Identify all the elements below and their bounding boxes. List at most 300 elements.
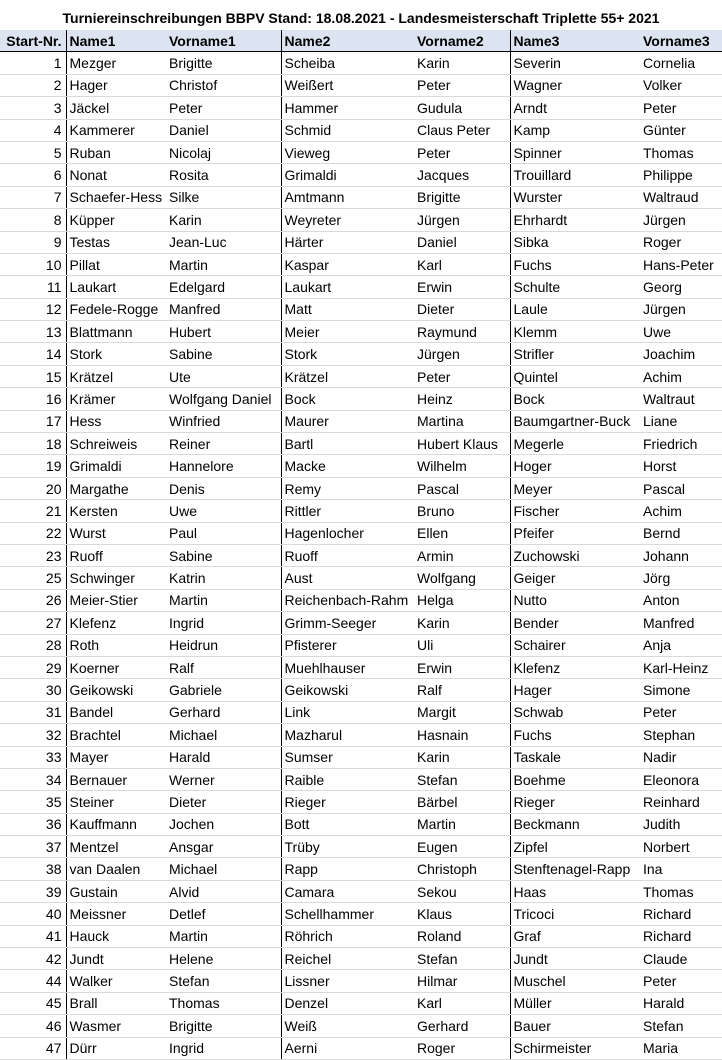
vorname3-cell: Maria bbox=[640, 1037, 722, 1059]
start-nr-cell: 44 bbox=[0, 970, 66, 992]
vorname3-cell: Achim bbox=[640, 500, 722, 522]
vorname2-cell: Heinz bbox=[414, 388, 510, 410]
vorname1-cell: Sabine bbox=[166, 544, 281, 566]
vorname1-cell: Jochen bbox=[166, 813, 281, 835]
page-title: Turniereinschreibungen BBPV Stand: 18.08.2021 - Landesmeisterschaft Triplette 55+ 2021 bbox=[62, 10, 660, 26]
vorname3-cell: Friedrich bbox=[640, 433, 722, 455]
name2-cell: Mazharul bbox=[281, 724, 414, 746]
table-row bbox=[0, 1037, 722, 1059]
name2-cell: Maurer bbox=[281, 410, 414, 432]
name1-cell: Margathe bbox=[66, 477, 166, 499]
name2-cell: Bott bbox=[281, 813, 414, 835]
vorname2-cell: Peter bbox=[414, 74, 510, 96]
name1-cell: Kersten bbox=[66, 500, 166, 522]
vorname3-cell: Thomas bbox=[640, 141, 722, 163]
vorname3-cell: Stefan bbox=[640, 1015, 722, 1037]
name2-cell: Macke bbox=[281, 455, 414, 477]
vorname2-cell: Daniel bbox=[414, 231, 510, 253]
name3-cell: Kamp bbox=[510, 119, 640, 141]
name1-cell: Klefenz bbox=[66, 612, 166, 634]
start-nr-cell: 35 bbox=[0, 791, 66, 813]
start-nr-cell: 11 bbox=[0, 276, 66, 298]
vorname2-cell: Hilmar bbox=[414, 970, 510, 992]
name2-cell: Rapp bbox=[281, 858, 414, 880]
start-nr-cell: 46 bbox=[0, 1015, 66, 1037]
vorname1-cell: Paul bbox=[166, 522, 281, 544]
vorname2-cell: Roger bbox=[414, 1037, 510, 1059]
vorname1-cell: Gerhard bbox=[166, 701, 281, 723]
name3-cell: Schirmeister bbox=[510, 1037, 640, 1059]
name1-cell: Walker bbox=[66, 970, 166, 992]
vorname3-cell: Eleonora bbox=[640, 768, 722, 790]
name2-cell: Lissner bbox=[281, 970, 414, 992]
vorname1-cell: Dieter bbox=[166, 791, 281, 813]
table-row bbox=[0, 209, 722, 231]
name1-cell: Kammerer bbox=[66, 119, 166, 141]
name1-cell: Wurst bbox=[66, 522, 166, 544]
vorname2-cell: Karin bbox=[414, 612, 510, 634]
header-name1: Name1 bbox=[66, 30, 166, 52]
table-row bbox=[0, 724, 722, 746]
start-nr-cell: 19 bbox=[0, 455, 66, 477]
vorname2-cell: Armin bbox=[414, 544, 510, 566]
vorname2-cell: Stefan bbox=[414, 768, 510, 790]
vorname3-cell: Jürgen bbox=[640, 209, 722, 231]
name3-cell: Strifler bbox=[510, 343, 640, 365]
name3-cell: Baumgartner-Buck bbox=[510, 410, 640, 432]
vorname3-cell: Anton bbox=[640, 589, 722, 611]
name1-cell: Schaefer-Hess bbox=[66, 186, 166, 208]
vorname3-cell: Bernd bbox=[640, 522, 722, 544]
name2-cell: Rieger bbox=[281, 791, 414, 813]
name2-cell: Hagenlocher bbox=[281, 522, 414, 544]
vorname2-cell: Hubert Klaus bbox=[414, 433, 510, 455]
name3-cell: Arndt bbox=[510, 97, 640, 119]
name1-cell: Jäckel bbox=[66, 97, 166, 119]
vorname1-cell: Michael bbox=[166, 724, 281, 746]
vorname1-cell: Gabriele bbox=[166, 679, 281, 701]
name1-cell: Gustain bbox=[66, 880, 166, 902]
vorname2-cell: Margit bbox=[414, 701, 510, 723]
name3-cell: Boehme bbox=[510, 768, 640, 790]
vorname1-cell: Thomas bbox=[166, 992, 281, 1014]
name1-cell: Brall bbox=[66, 992, 166, 1014]
table-row bbox=[0, 141, 722, 163]
vorname1-cell: Edelgard bbox=[166, 276, 281, 298]
start-nr-cell: 38 bbox=[0, 858, 66, 880]
vorname3-cell: Judith bbox=[640, 813, 722, 835]
vorname3-cell: Ina bbox=[640, 858, 722, 880]
start-nr-cell: 12 bbox=[0, 298, 66, 320]
start-nr-cell: 21 bbox=[0, 500, 66, 522]
start-nr-cell: 26 bbox=[0, 589, 66, 611]
name2-cell: Remy bbox=[281, 477, 414, 499]
header-start-nr: Start-Nr. bbox=[0, 30, 66, 52]
table-row bbox=[0, 992, 722, 1014]
table-row bbox=[0, 164, 722, 186]
name3-cell: Zuchowski bbox=[510, 544, 640, 566]
start-nr-cell: 22 bbox=[0, 522, 66, 544]
table-row bbox=[0, 365, 722, 387]
name1-cell: Jundt bbox=[66, 948, 166, 970]
name2-cell: Muehlhauser bbox=[281, 656, 414, 678]
vorname1-cell: Helene bbox=[166, 948, 281, 970]
name3-cell: Sibka bbox=[510, 231, 640, 253]
vorname1-cell: Martin bbox=[166, 925, 281, 947]
vorname1-cell: Sabine bbox=[166, 343, 281, 365]
name2-cell: Vieweg bbox=[281, 141, 414, 163]
vorname2-cell: Martina bbox=[414, 410, 510, 432]
vorname3-cell: Horst bbox=[640, 455, 722, 477]
name1-cell: Schreiweis bbox=[66, 433, 166, 455]
vorname2-cell: Karin bbox=[414, 746, 510, 768]
name1-cell: Bernauer bbox=[66, 768, 166, 790]
header-name2: Name2 bbox=[281, 30, 414, 52]
vorname3-cell: Pascal bbox=[640, 477, 722, 499]
vorname1-cell: Hannelore bbox=[166, 455, 281, 477]
start-nr-cell: 15 bbox=[0, 365, 66, 387]
vorname1-cell: Karin bbox=[166, 209, 281, 231]
name3-cell: Fuchs bbox=[510, 253, 640, 275]
name1-cell: Pillat bbox=[66, 253, 166, 275]
name3-cell: Pfeifer bbox=[510, 522, 640, 544]
name3-cell: Severin bbox=[510, 52, 640, 74]
vorname2-cell: Erwin bbox=[414, 656, 510, 678]
vorname1-cell: Christof bbox=[166, 74, 281, 96]
table-row bbox=[0, 544, 722, 566]
name3-cell: Graf bbox=[510, 925, 640, 947]
start-nr-cell: 5 bbox=[0, 141, 66, 163]
table-row bbox=[0, 477, 722, 499]
name1-cell: Dürr bbox=[66, 1037, 166, 1059]
table-row bbox=[0, 768, 722, 790]
vorname3-cell: Peter bbox=[640, 701, 722, 723]
start-nr-cell: 39 bbox=[0, 880, 66, 902]
vorname2-cell: Gudula bbox=[414, 97, 510, 119]
start-nr-cell: 8 bbox=[0, 209, 66, 231]
vorname2-cell: Jürgen bbox=[414, 343, 510, 365]
name2-cell: Krätzel bbox=[281, 365, 414, 387]
start-nr-cell: 6 bbox=[0, 164, 66, 186]
vorname2-cell: Karin bbox=[414, 52, 510, 74]
vorname3-cell: Richard bbox=[640, 925, 722, 947]
table-row bbox=[0, 836, 722, 858]
name2-cell: Weiß bbox=[281, 1015, 414, 1037]
table-row bbox=[0, 253, 722, 275]
vorname1-cell: Jean-Luc bbox=[166, 231, 281, 253]
table-row bbox=[0, 298, 722, 320]
table-row bbox=[0, 701, 722, 723]
table-row bbox=[0, 1015, 722, 1037]
vorname3-cell: Thomas bbox=[640, 880, 722, 902]
start-nr-cell: 14 bbox=[0, 343, 66, 365]
vorname1-cell: Heidrun bbox=[166, 634, 281, 656]
vorname1-cell: Ingrid bbox=[166, 1037, 281, 1059]
name2-cell: Trüby bbox=[281, 836, 414, 858]
start-nr-cell: 31 bbox=[0, 701, 66, 723]
vorname1-cell: Ansgar bbox=[166, 836, 281, 858]
name3-cell: Schulte bbox=[510, 276, 640, 298]
start-nr-cell: 16 bbox=[0, 388, 66, 410]
name3-cell: Trouillard bbox=[510, 164, 640, 186]
name2-cell: Hammer bbox=[281, 97, 414, 119]
name1-cell: Testas bbox=[66, 231, 166, 253]
vorname3-cell: Stephan bbox=[640, 724, 722, 746]
name2-cell: Bartl bbox=[281, 433, 414, 455]
name2-cell: Denzel bbox=[281, 992, 414, 1014]
name1-cell: Koerner bbox=[66, 656, 166, 678]
name1-cell: Bandel bbox=[66, 701, 166, 723]
name3-cell: Tricoci bbox=[510, 903, 640, 925]
vorname3-cell: Hans-Peter bbox=[640, 253, 722, 275]
vorname1-cell: Ralf bbox=[166, 656, 281, 678]
name2-cell: Scheiba bbox=[281, 52, 414, 74]
vorname2-cell: Pascal bbox=[414, 477, 510, 499]
vorname1-cell: Denis bbox=[166, 477, 281, 499]
vorname1-cell: Uwe bbox=[166, 500, 281, 522]
vorname2-cell: Klaus bbox=[414, 903, 510, 925]
vorname3-cell: Waltraud bbox=[640, 186, 722, 208]
name3-cell: Müller bbox=[510, 992, 640, 1014]
start-nr-cell: 10 bbox=[0, 253, 66, 275]
vorname2-cell: Bruno bbox=[414, 500, 510, 522]
name2-cell: Härter bbox=[281, 231, 414, 253]
name1-cell: Fedele-Rogge bbox=[66, 298, 166, 320]
vorname1-cell: Winfried bbox=[166, 410, 281, 432]
vorname1-cell: Ingrid bbox=[166, 612, 281, 634]
name2-cell: Meier bbox=[281, 321, 414, 343]
name2-cell: Reichenbach-Rahm bbox=[281, 589, 414, 611]
table-row bbox=[0, 321, 722, 343]
name1-cell: Meissner bbox=[66, 903, 166, 925]
table-row bbox=[0, 455, 722, 477]
vorname3-cell: Uwe bbox=[640, 321, 722, 343]
vorname1-cell: Detlef bbox=[166, 903, 281, 925]
name1-cell: Meier-Stier bbox=[66, 589, 166, 611]
vorname3-cell: Nadir bbox=[640, 746, 722, 768]
name2-cell: Röhrich bbox=[281, 925, 414, 947]
start-nr-cell: 18 bbox=[0, 433, 66, 455]
vorname3-cell: Waltraut bbox=[640, 388, 722, 410]
vorname1-cell: Manfred bbox=[166, 298, 281, 320]
name1-cell: Brachtel bbox=[66, 724, 166, 746]
start-nr-cell: 33 bbox=[0, 746, 66, 768]
vorname3-cell: Reinhard bbox=[640, 791, 722, 813]
vorname3-cell: Richard bbox=[640, 903, 722, 925]
vorname1-cell: Martin bbox=[166, 253, 281, 275]
start-nr-cell: 17 bbox=[0, 410, 66, 432]
vorname2-cell: Roland bbox=[414, 925, 510, 947]
table-row bbox=[0, 388, 722, 410]
vorname2-cell: Wilhelm bbox=[414, 455, 510, 477]
name3-cell: Wurster bbox=[510, 186, 640, 208]
name1-cell: Schwinger bbox=[66, 567, 166, 589]
vorname2-cell: Karl bbox=[414, 992, 510, 1014]
start-nr-cell: 29 bbox=[0, 656, 66, 678]
start-nr-cell: 42 bbox=[0, 948, 66, 970]
name2-cell: Reichel bbox=[281, 948, 414, 970]
vorname3-cell: Liane bbox=[640, 410, 722, 432]
table-row bbox=[0, 589, 722, 611]
name3-cell: Schairer bbox=[510, 634, 640, 656]
name2-cell: Aerni bbox=[281, 1037, 414, 1059]
header-vorname1: Vorname1 bbox=[166, 30, 281, 52]
table-row bbox=[0, 746, 722, 768]
table-row bbox=[0, 612, 722, 634]
name3-cell: Taskale bbox=[510, 746, 640, 768]
vorname2-cell: Bärbel bbox=[414, 791, 510, 813]
vorname2-cell: Jacques bbox=[414, 164, 510, 186]
table-row bbox=[0, 522, 722, 544]
name3-cell: Muschel bbox=[510, 970, 640, 992]
start-nr-cell: 32 bbox=[0, 724, 66, 746]
name1-cell: Grimaldi bbox=[66, 455, 166, 477]
table-row bbox=[0, 186, 722, 208]
vorname3-cell: Cornelia bbox=[640, 52, 722, 74]
name3-cell: Schwab bbox=[510, 701, 640, 723]
name1-cell: van Daalen bbox=[66, 858, 166, 880]
header-vorname3: Vorname3 bbox=[640, 30, 722, 52]
table-row bbox=[0, 433, 722, 455]
name1-cell: Krämer bbox=[66, 388, 166, 410]
name2-cell: Grimm-Seeger bbox=[281, 612, 414, 634]
name2-cell: Sumser bbox=[281, 746, 414, 768]
start-nr-cell: 41 bbox=[0, 925, 66, 947]
name1-cell: Mentzel bbox=[66, 836, 166, 858]
vorname3-cell: Georg bbox=[640, 276, 722, 298]
table-row bbox=[0, 97, 722, 119]
vorname3-cell: Peter bbox=[640, 970, 722, 992]
name3-cell: Fischer bbox=[510, 500, 640, 522]
vorname3-cell: Günter bbox=[640, 119, 722, 141]
vorname1-cell: Wolfgang Daniel bbox=[166, 388, 281, 410]
start-nr-cell: 9 bbox=[0, 231, 66, 253]
name3-cell: Nutto bbox=[510, 589, 640, 611]
name3-cell: Ehrhardt bbox=[510, 209, 640, 231]
vorname2-cell: Hasnain bbox=[414, 724, 510, 746]
vorname1-cell: Alvid bbox=[166, 880, 281, 902]
name2-cell: Geikowski bbox=[281, 679, 414, 701]
vorname1-cell: Brigitte bbox=[166, 1015, 281, 1037]
name3-cell: Spinner bbox=[510, 141, 640, 163]
vorname1-cell: Stefan bbox=[166, 970, 281, 992]
vorname3-cell: Anja bbox=[640, 634, 722, 656]
start-nr-cell: 40 bbox=[0, 903, 66, 925]
table-row bbox=[0, 276, 722, 298]
name1-cell: Nonat bbox=[66, 164, 166, 186]
vorname2-cell: Brigitte bbox=[414, 186, 510, 208]
name2-cell: Link bbox=[281, 701, 414, 723]
vorname2-cell: Raymund bbox=[414, 321, 510, 343]
name3-cell: Hoger bbox=[510, 455, 640, 477]
name3-cell: Bauer bbox=[510, 1015, 640, 1037]
vorname1-cell: Rosita bbox=[166, 164, 281, 186]
name3-cell: Jundt bbox=[510, 948, 640, 970]
name3-cell: Wagner bbox=[510, 74, 640, 96]
vorname3-cell: Philippe bbox=[640, 164, 722, 186]
name2-cell: Ruoff bbox=[281, 544, 414, 566]
vorname3-cell: Johann bbox=[640, 544, 722, 566]
vorname1-cell: Peter bbox=[166, 97, 281, 119]
start-nr-cell: 28 bbox=[0, 634, 66, 656]
header-vorname2: Vorname2 bbox=[414, 30, 510, 52]
name2-cell: Schmid bbox=[281, 119, 414, 141]
vorname3-cell: Jürgen bbox=[640, 298, 722, 320]
name2-cell: Camara bbox=[281, 880, 414, 902]
start-nr-cell: 13 bbox=[0, 321, 66, 343]
table-row bbox=[0, 74, 722, 96]
name3-cell: Meyer bbox=[510, 477, 640, 499]
name2-cell: Pfisterer bbox=[281, 634, 414, 656]
vorname1-cell: Martin bbox=[166, 589, 281, 611]
vorname3-cell: Simone bbox=[640, 679, 722, 701]
name2-cell: Stork bbox=[281, 343, 414, 365]
vorname2-cell: Christoph bbox=[414, 858, 510, 880]
name3-cell: Bender bbox=[510, 612, 640, 634]
vorname2-cell: Ellen bbox=[414, 522, 510, 544]
vorname3-cell: Norbert bbox=[640, 836, 722, 858]
start-nr-cell: 25 bbox=[0, 567, 66, 589]
name3-cell: Bock bbox=[510, 388, 640, 410]
table-row bbox=[0, 52, 722, 74]
vorname3-cell: Manfred bbox=[640, 612, 722, 634]
registration-table bbox=[0, 30, 722, 1060]
table-row bbox=[0, 925, 722, 947]
vorname2-cell: Helga bbox=[414, 589, 510, 611]
header-row bbox=[0, 30, 722, 52]
vorname2-cell: Sekou bbox=[414, 880, 510, 902]
table-row bbox=[0, 970, 722, 992]
name1-cell: Küpper bbox=[66, 209, 166, 231]
start-nr-cell: 30 bbox=[0, 679, 66, 701]
table-row bbox=[0, 634, 722, 656]
name2-cell: Rittler bbox=[281, 500, 414, 522]
name1-cell: Hager bbox=[66, 74, 166, 96]
start-nr-cell: 36 bbox=[0, 813, 66, 835]
name1-cell: Mayer bbox=[66, 746, 166, 768]
name2-cell: Aust bbox=[281, 567, 414, 589]
name1-cell: Hess bbox=[66, 410, 166, 432]
vorname2-cell: Uli bbox=[414, 634, 510, 656]
vorname2-cell: Stefan bbox=[414, 948, 510, 970]
name3-cell: Beckmann bbox=[510, 813, 640, 835]
name1-cell: Krätzel bbox=[66, 365, 166, 387]
name2-cell: Weißert bbox=[281, 74, 414, 96]
name3-cell: Laule bbox=[510, 298, 640, 320]
vorname3-cell: Claude bbox=[640, 948, 722, 970]
table-row bbox=[0, 231, 722, 253]
table-row bbox=[0, 880, 722, 902]
name3-cell: Haas bbox=[510, 880, 640, 902]
vorname3-cell: Roger bbox=[640, 231, 722, 253]
vorname1-cell: Daniel bbox=[166, 119, 281, 141]
table-row bbox=[0, 903, 722, 925]
start-nr-cell: 37 bbox=[0, 836, 66, 858]
start-nr-cell: 47 bbox=[0, 1037, 66, 1059]
name3-cell: Quintel bbox=[510, 365, 640, 387]
vorname1-cell: Nicolaj bbox=[166, 141, 281, 163]
vorname2-cell: Karl bbox=[414, 253, 510, 275]
start-nr-cell: 23 bbox=[0, 544, 66, 566]
name1-cell: Steiner bbox=[66, 791, 166, 813]
name3-cell: Stenftenagel-Rapp bbox=[510, 858, 640, 880]
name2-cell: Weyreter bbox=[281, 209, 414, 231]
table-row bbox=[0, 500, 722, 522]
table-row bbox=[0, 343, 722, 365]
name1-cell: Geikowski bbox=[66, 679, 166, 701]
vorname1-cell: Harald bbox=[166, 746, 281, 768]
vorname1-cell: Hubert bbox=[166, 321, 281, 343]
